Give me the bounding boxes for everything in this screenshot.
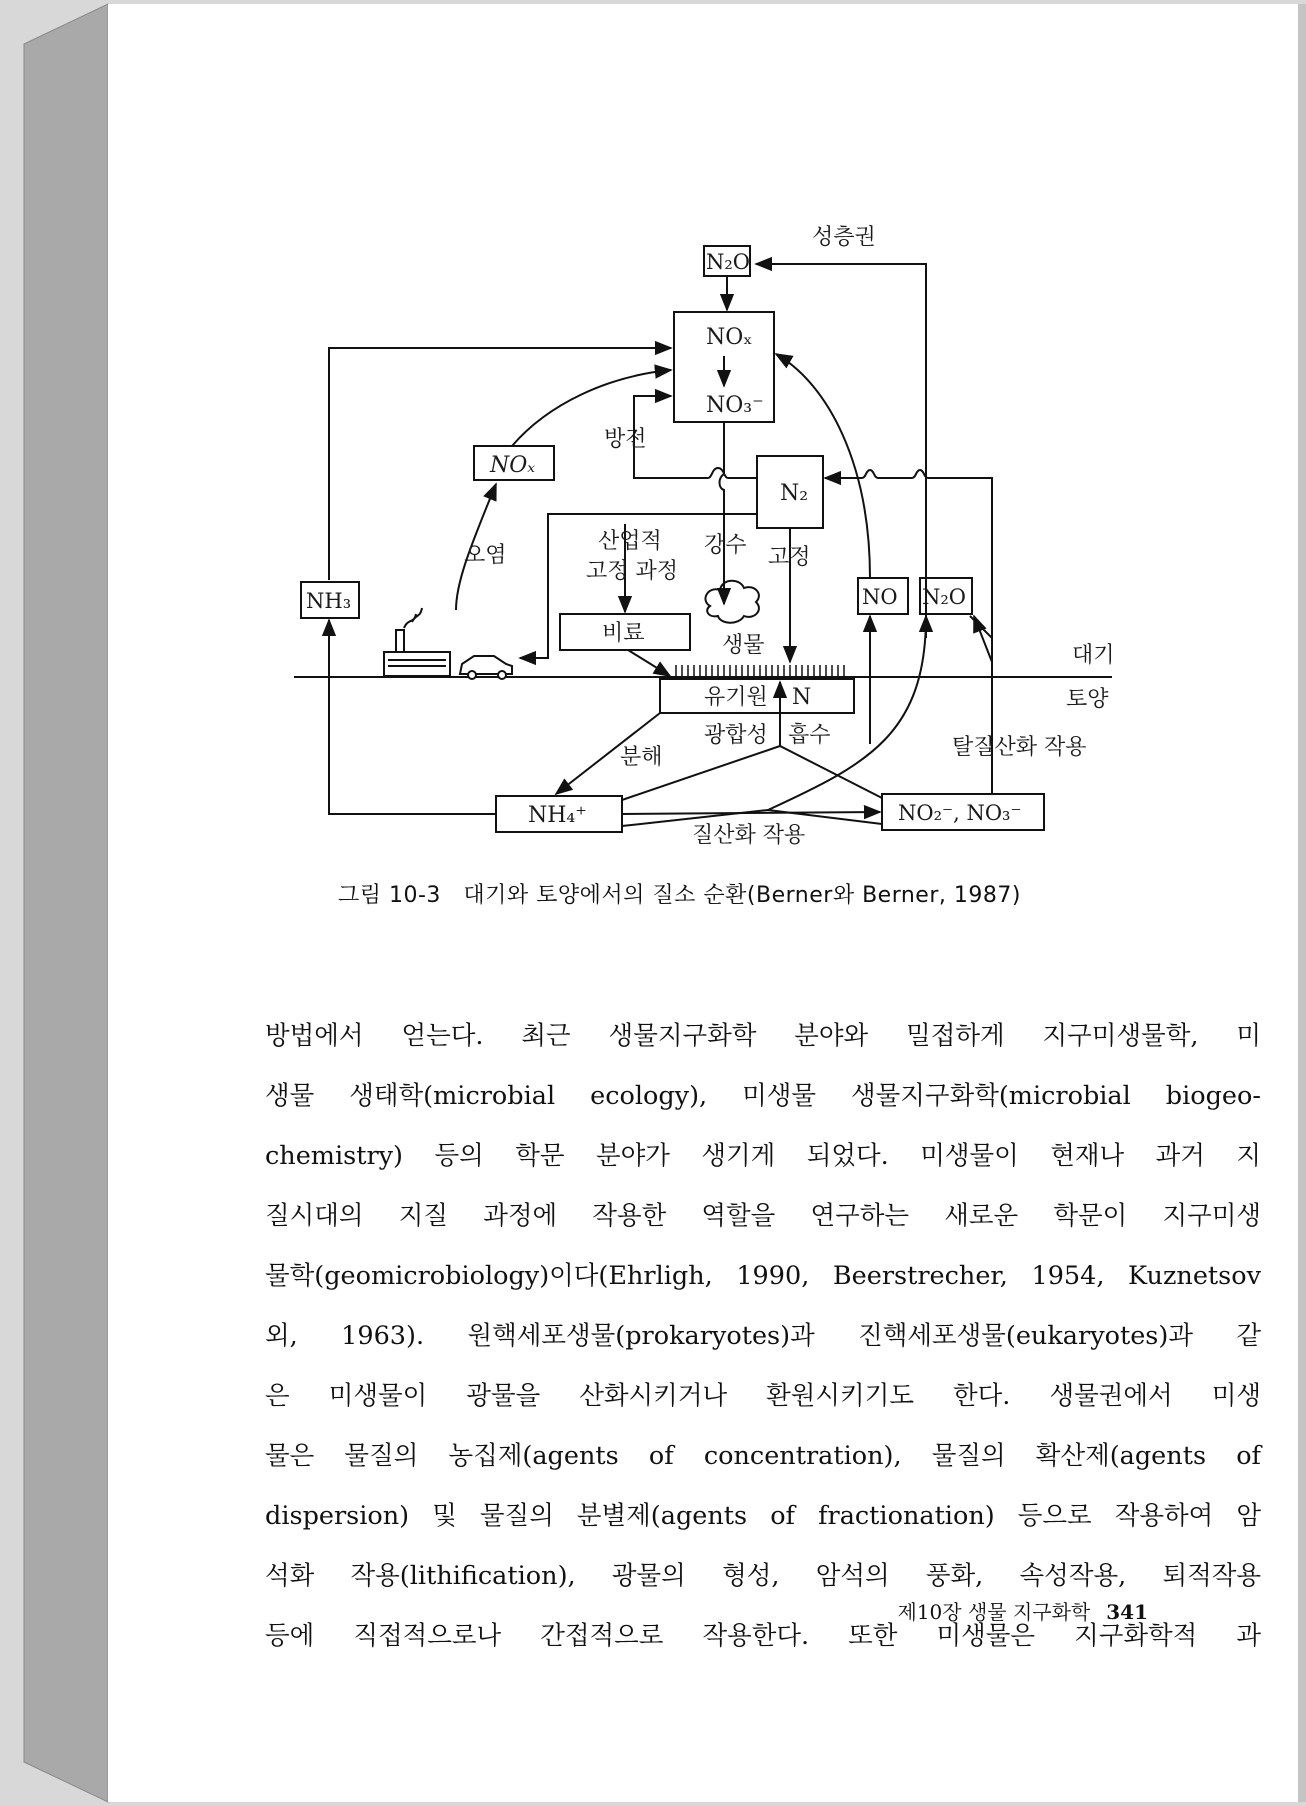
label-nox-main: NOₓ — [706, 325, 753, 350]
label-nitrification: 질산화 작용 — [692, 823, 806, 848]
label-industrial-1: 산업적 — [598, 529, 662, 554]
label-no3-main: NO₃⁻ — [706, 393, 764, 418]
nitrification-arrow — [622, 812, 880, 814]
label-industrial-2: 고정 과정 — [586, 559, 679, 584]
text-line: 생물 생태학(microbial ecology), 미생물 생물지구화학(microbial biogeo- — [265, 1081, 1261, 1111]
label-atmosphere: 대기 — [1072, 643, 1115, 668]
caption-label: 그림 10-3 — [338, 883, 441, 908]
page-footer — [108, 1596, 1148, 1625]
label-nh4: NH₄⁺ — [528, 803, 587, 828]
label-soil: 토양 — [1066, 687, 1109, 712]
fertilizer-to-soil-arrow — [628, 650, 670, 676]
body-text — [265, 1006, 1261, 1666]
label-nox-polluted: NOₓ — [490, 453, 536, 478]
label-organic-n: 유기원 — [704, 685, 768, 710]
text-line: 방법에서 얻는다. 최근 생물지구화학 분야와 밀접하게 지구미생물학, 미 — [265, 1021, 1261, 1051]
label-fixation: 고정 — [768, 545, 811, 570]
label-uptake-1: 광합성 — [704, 723, 768, 748]
caption-text: 대기와 토양에서의 질소 순환(Berner와 Berner, 1987) — [463, 883, 1021, 908]
n2o-from-denit-arrow — [974, 616, 992, 662]
label-uptake-2: 흡수 — [788, 723, 831, 748]
nitrogen-cycle-diagram — [108, 4, 1298, 864]
label-n2o-top: N₂O — [706, 250, 751, 274]
text-line: dispersion) 및 물질의 분별제(agents of fractionation) 등으로 작용하여 암 — [265, 1501, 1261, 1531]
chapter-title: 제10장 생물 지구화학 — [897, 1600, 1091, 1624]
label-organisms: 생물 — [722, 633, 765, 658]
text-line: 외, 1963). 원핵세포생물(prokaryotes)과 진핵세포생물(eukaryotes)과 같 — [265, 1321, 1261, 1351]
factory-icon — [384, 608, 450, 676]
text-line: 물은 물질의 농집제(agents of concentration), 물질의 확산제(agents of — [265, 1441, 1261, 1471]
label-precipitation: 강수 — [704, 533, 747, 558]
label-nh3: NH₃ — [306, 589, 352, 613]
label-n2o-right: N₂O — [922, 585, 967, 609]
document-page — [108, 4, 1298, 1802]
label-no: NO — [862, 585, 898, 609]
label-organic-n-symbol: N — [792, 685, 812, 710]
label-stratosphere: 성층권 — [812, 225, 876, 250]
text-line: 물학(geomicrobiology)이다(Ehrligh, 1990, Beerstrecher, 1954, Kuznetsov — [265, 1261, 1261, 1291]
nh4-to-nh3-arrow — [329, 620, 496, 814]
biomass-hatch — [676, 665, 844, 677]
text-line: 석화 작용(lithification), 광물의 형성, 암석의 풍화, 속성작용, 퇴적작용 — [265, 1561, 1261, 1591]
label-n2: N₂ — [780, 481, 809, 506]
label-fertilizer: 비료 — [602, 621, 645, 646]
page-number: 341 — [1106, 1600, 1148, 1624]
car-icon — [460, 656, 512, 679]
text-line: chemistry) 등의 학문 분야가 생기게 되었다. 미생물이 현재나 과거 지 — [265, 1141, 1261, 1171]
label-denitrification: 탈질산화 작용 — [952, 735, 1087, 760]
label-pollution: 오염 — [464, 543, 507, 568]
label-decomposition: 분해 — [620, 745, 663, 770]
label-lightning: 방전 — [604, 427, 647, 452]
figure-caption — [338, 878, 1238, 909]
text-line: 은 미생물이 광물을 산화시키거나 환원시키기도 한다. 생물권에서 미생 — [265, 1381, 1261, 1411]
text-line: 등에 직접적으로나 간접적으로 작용한다. 또한 미생물은 지구화학적 과 — [265, 1621, 1261, 1651]
text-line: 질시대의 지질 과정에 작용한 역할을 연구하는 새로운 학문이 지구미생 — [265, 1201, 1261, 1231]
organism-cloud-icon — [705, 581, 758, 623]
pollution-nox-curve — [512, 370, 671, 446]
lightning-arrow — [634, 396, 671, 402]
label-no2-no3: NO₂⁻, NO₃⁻ — [898, 801, 1022, 825]
